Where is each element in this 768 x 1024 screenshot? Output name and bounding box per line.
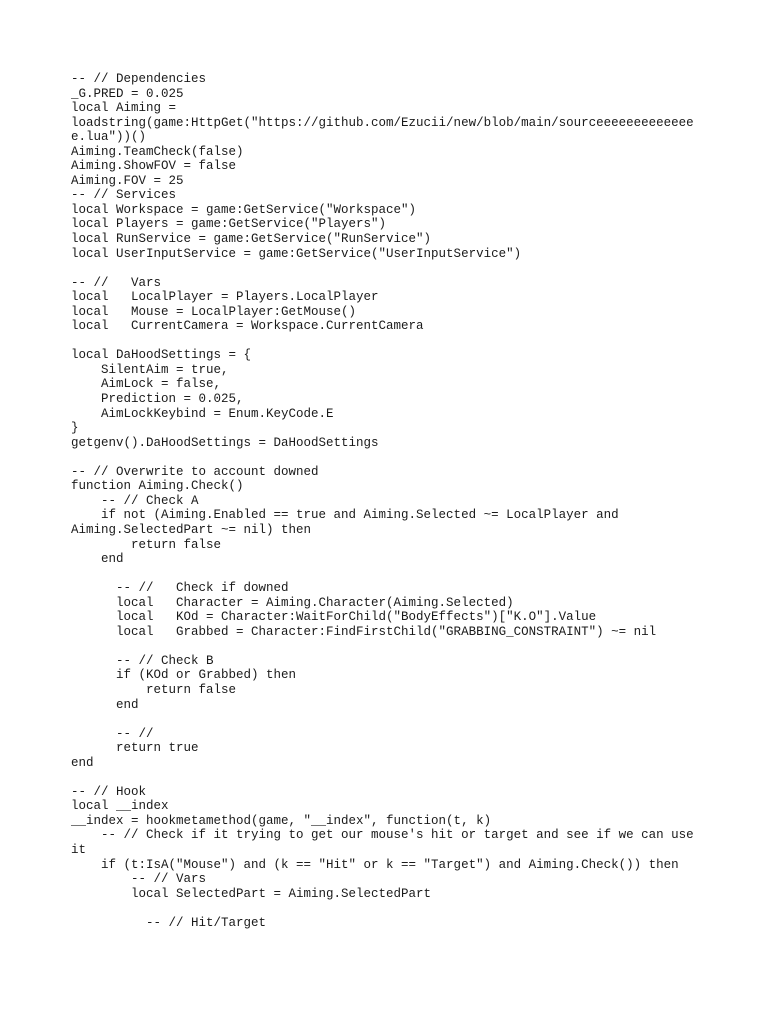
code-line: -- // Check A <box>71 493 199 508</box>
code-line: local Mouse = LocalPlayer:GetMouse() <box>71 304 357 319</box>
code-line: getgenv().DaHoodSettings = DaHoodSettings <box>71 435 379 450</box>
code-line: } <box>71 421 79 436</box>
code-line <box>71 261 751 276</box>
code-line: -- // Hook <box>71 784 147 799</box>
code-line: -- // Check B <box>71 653 214 668</box>
code-line: local __index <box>71 799 169 814</box>
code-line: if (t:IsA("Mouse") and (k == "Hit" or k == "Target") and Aiming.Check()) then <box>71 857 679 872</box>
code-line: -- // Check if downed <box>71 581 289 596</box>
code-line: if not (Aiming.Enabled == true and Aiming.Selected ~= LocalPlayer and <box>71 508 619 523</box>
code-line: end <box>71 755 94 770</box>
code-listing <box>71 72 751 930</box>
code-line <box>71 567 751 582</box>
code-line: AimLockKeybind = Enum.KeyCode.E <box>71 406 334 421</box>
code-line: return false <box>71 537 222 552</box>
code-line: __index = hookmetamethod(game, "__index", function(t, k) <box>71 813 492 828</box>
code-line <box>71 901 751 916</box>
code-line: local KOd = Character:WaitForChild("BodyEffects")["K.O"].Value <box>71 610 597 625</box>
code-line: _G.PRED = 0.025 <box>71 86 184 101</box>
code-line: local DaHoodSettings = { <box>71 348 252 363</box>
code-line <box>71 712 751 727</box>
code-line: local CurrentCamera = Workspace.CurrentCamera <box>71 319 424 334</box>
code-line: local LocalPlayer = Players.LocalPlayer <box>71 290 379 305</box>
code-line: e.lua"))() <box>71 130 147 145</box>
code-line: end <box>71 697 139 712</box>
code-line: AimLock = false, <box>71 377 222 392</box>
code-line: local Players = game:GetService("Players") <box>71 217 387 232</box>
code-line: local UserInputService = game:GetService("UserInputService") <box>71 246 522 261</box>
code-line <box>71 770 751 785</box>
code-line: local Aiming = <box>71 101 177 116</box>
code-line: Aiming.SelectedPart ~= nil) then <box>71 522 312 537</box>
code-line <box>71 334 751 349</box>
code-line: function Aiming.Check() <box>71 479 244 494</box>
code-line: Aiming.ShowFOV = false <box>71 159 237 174</box>
code-line <box>71 450 751 465</box>
code-line: return true <box>71 741 199 756</box>
code-line: local SelectedPart = Aiming.SelectedPart <box>71 886 432 901</box>
code-line: it <box>71 842 87 857</box>
code-line: loadstring(game:HttpGet("https://github.com/Ezucii/new/blob/main/sourceeeeeeeeeeeee <box>71 115 694 130</box>
code-line: end <box>71 552 124 567</box>
code-line: -- // Services <box>71 188 177 203</box>
code-line: Aiming.TeamCheck(false) <box>71 144 244 159</box>
code-line: local Character = Aiming.Character(Aiming.Selected) <box>71 595 514 610</box>
code-line: Prediction = 0.025, <box>71 392 244 407</box>
code-line: local Workspace = game:GetService("Workspace") <box>71 202 417 217</box>
code-line: -- // Vars <box>71 275 162 290</box>
code-line: -- // Vars <box>71 872 207 887</box>
code-line: -- // Dependencies <box>71 72 207 86</box>
code-line: if (KOd or Grabbed) then <box>71 668 297 683</box>
code-line: local RunService = game:GetService("RunService") <box>71 232 432 247</box>
code-line: -- // <box>71 726 154 741</box>
code-line: local Grabbed = Character:FindFirstChild("GRABBING_CONSTRAINT") ~= nil <box>71 624 657 639</box>
code-line: Aiming.FOV = 25 <box>71 173 184 188</box>
code-line: -- // Hit/Target <box>71 915 267 930</box>
code-line: -- // Check if it trying to get our mouse's hit or target and see if we can use <box>71 828 694 843</box>
code-line: -- // Overwrite to account downed <box>71 464 319 479</box>
code-line: SilentAim = true, <box>71 362 229 377</box>
code-line: return false <box>71 682 237 697</box>
code-line <box>71 639 751 654</box>
